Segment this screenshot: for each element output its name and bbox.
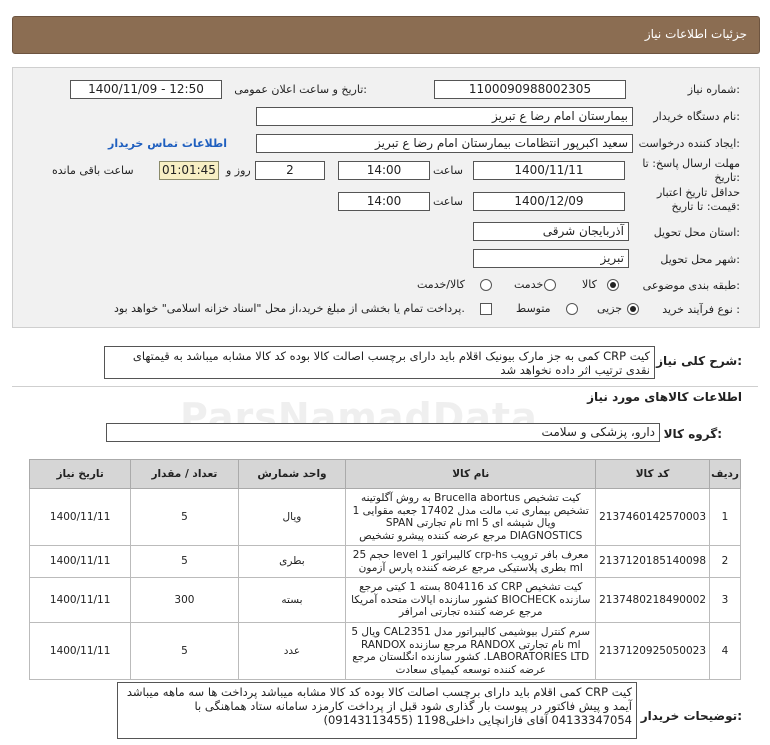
process-label: نوع فرآیند خرید : bbox=[662, 303, 740, 316]
announce-label: تاریخ و ساعت اعلان عمومی: bbox=[234, 83, 367, 96]
col-header-date: تاریخ نیاز bbox=[30, 460, 131, 489]
cell-name: کیت تشخیص CRP کد 804116 بسته 1 کیتی مرجع سازنده BIOCHECK کشور سازنده ایالات متحده آمریکا مرجع عرضه کننده تجارتی امرافر bbox=[346, 578, 596, 623]
category-option-goods: کالا bbox=[582, 278, 597, 291]
summary-text: کیت CRP کمی به جز مارک بیونیک اقلام باید دارای برچسب اصالت کالا بوده کد کالا مشابه میباشد به قیمتهای نقدی ترتیب اثر داده نخواهد شد bbox=[104, 346, 655, 379]
cell-row: 4 bbox=[710, 623, 741, 680]
validity-hour-label: ساعت bbox=[433, 195, 463, 208]
need-number-label: شماره نیاز: bbox=[687, 83, 740, 96]
category-radio-goods[interactable] bbox=[607, 279, 619, 291]
announce-field[interactable]: 1400/11/09 - 12:50 bbox=[70, 80, 222, 99]
category-radio-service[interactable] bbox=[544, 279, 556, 291]
process-option-medium: متوسط bbox=[516, 302, 551, 315]
days-label: روز و bbox=[226, 164, 251, 177]
col-header-row: ردیف bbox=[710, 460, 741, 489]
category-radio-both[interactable] bbox=[480, 279, 492, 291]
buyer-notes-text: کیت CRP کمی اقلام باید دارای برچسب اصالت کالا بوده کد کالا مشابه میباشد پرداخت ها سه ماهه میباشد آیمد و پیش فاکتور در پیوست بار گذاری شود قبل از پرداخت کارمزد سامانه ستاد هماهنگی با 04133347054 آقای فازانچایی داخلی1198 (09143113455) bbox=[117, 682, 637, 739]
cell-date: 1400/11/11 bbox=[30, 489, 131, 546]
table-row[interactable] bbox=[30, 578, 741, 623]
col-header-qty: تعداد / مقدار bbox=[131, 460, 238, 489]
cell-qty: 5 bbox=[131, 546, 238, 578]
divider bbox=[12, 386, 758, 387]
deadline-date-field[interactable]: 1400/11/11 bbox=[473, 161, 625, 180]
cell-qty: 5 bbox=[131, 623, 238, 680]
need-number-field[interactable]: 1100090988002305 bbox=[434, 80, 626, 99]
summary-label: شرح کلی نیاز: bbox=[656, 354, 742, 368]
cell-qty: 5 bbox=[131, 489, 238, 546]
buyer-org-label: نام دستگاه خریدار: bbox=[653, 110, 740, 123]
requester-label: ایجاد کننده درخواست: bbox=[638, 137, 740, 150]
contact-info-link[interactable]: اطلاعات تماس خریدار bbox=[108, 137, 228, 150]
cell-unit: بسته bbox=[238, 578, 346, 623]
cell-qty: 300 bbox=[131, 578, 238, 623]
buyer-notes-label: توضیحات خریدار: bbox=[640, 709, 742, 723]
process-radio-minor[interactable] bbox=[627, 303, 639, 315]
table-row[interactable] bbox=[30, 623, 741, 680]
category-label: طبقه بندی موضوعی: bbox=[642, 279, 740, 292]
process-radio-medium[interactable] bbox=[566, 303, 578, 315]
cell-name: معرف بافر تروپب crp-hs کالیبراتور level 1 حجم 25 ml بطری پلاستیکی مرجع عرضه کننده پارس آزمون bbox=[346, 546, 596, 578]
cell-row: 2 bbox=[710, 546, 741, 578]
cell-row: 3 bbox=[710, 578, 741, 623]
validity-time-field[interactable]: 14:00 bbox=[338, 192, 430, 211]
city-label: شهر محل تحویل: bbox=[660, 253, 740, 266]
cell-code: 2137120185140098 bbox=[596, 546, 710, 578]
days-field[interactable]: 2 bbox=[255, 161, 325, 180]
col-header-name: نام کالا bbox=[346, 460, 596, 489]
cell-date: 1400/11/11 bbox=[30, 578, 131, 623]
validity-date-field[interactable]: 1400/12/09 bbox=[473, 192, 625, 211]
buyer-org-field[interactable]: بیمارستان امام رضا ع تبریز bbox=[256, 107, 633, 126]
col-header-code: کد کالا bbox=[596, 460, 710, 489]
treasury-checkbox[interactable] bbox=[480, 303, 492, 315]
cell-name: سرم کنترل بیوشیمی کالیبراتور مدل CAL2351 ویال 5 ml نام تجارتی RANDOX مرجع سازنده RANDOX LABORATORIES LTD. کشور سازنده انگلستان مرجع عرضه کننده توسعه کیمیای سعادت bbox=[346, 623, 596, 680]
cell-code: 2137120925050023 bbox=[596, 623, 710, 680]
cell-date: 1400/11/11 bbox=[30, 623, 131, 680]
cell-date: 1400/11/11 bbox=[30, 546, 131, 578]
remaining-label: ساعت باقی مانده bbox=[52, 164, 134, 177]
cell-unit: ویال bbox=[238, 489, 346, 546]
deadline-time-field[interactable]: 14:00 bbox=[338, 161, 430, 180]
cell-code: 2137480218490002 bbox=[596, 578, 710, 623]
goods-group-field[interactable]: دارو، پزشکی و سلامت bbox=[106, 423, 660, 442]
city-field[interactable]: تبریز bbox=[473, 249, 629, 268]
watermark-text: ParsNamadData bbox=[180, 395, 538, 439]
category-option-both: کالا/خدمت bbox=[417, 278, 465, 291]
deadline-hour-label: ساعت bbox=[433, 164, 463, 177]
cell-code: 2137460142570003 bbox=[596, 489, 710, 546]
province-label: استان محل تحویل: bbox=[653, 226, 740, 239]
cell-name: کیت تشخیص Brucella abortus به روش آگلوتینه تشخیص بیماری تب مالت مدل 17402 جعبه مقوایی 1 ویال شیشه ای 5 ml نام تجارتی SPAN DIAGNOSTICS مرجع عرضه کننده پیشرو تشخیص bbox=[346, 489, 596, 546]
goods-section-title: اطلاعات کالاهای مورد نیاز bbox=[587, 390, 742, 404]
validity-label: حداقل تاریخ اعتبار قیمت: تا تاریخ: bbox=[656, 186, 740, 213]
process-option-minor: جزیی bbox=[597, 302, 623, 315]
category-option-service: خدمت bbox=[514, 278, 544, 291]
goods-table bbox=[29, 459, 741, 680]
cell-row: 1 bbox=[710, 489, 741, 546]
remaining-time-field: 01:01:45 bbox=[159, 161, 219, 180]
requester-field[interactable]: سعید اکبرپور انتظامات بیمارستان امام رضا ع تبریز bbox=[256, 134, 633, 153]
page-title: جزئیات اطلاعات نیاز bbox=[644, 27, 747, 41]
cell-unit: عدد bbox=[238, 623, 346, 680]
table-row[interactable] bbox=[30, 489, 741, 546]
goods-group-label: گروه کالا: bbox=[663, 427, 722, 441]
table-row[interactable] bbox=[30, 546, 741, 578]
payment-note: پرداخت تمام یا بخشی از مبلغ خرید،از محل "اسناد خزانه اسلامی" خواهد بود. bbox=[114, 302, 465, 315]
header-bar bbox=[12, 16, 760, 54]
cell-unit: بطری bbox=[238, 546, 346, 578]
deadline-label: مهلت ارسال پاسخ: تا تاریخ: bbox=[642, 157, 740, 184]
goods-table-header bbox=[30, 460, 741, 489]
col-header-unit: واحد شمارش bbox=[238, 460, 346, 489]
province-field[interactable]: آذربایجان شرقی bbox=[473, 222, 629, 241]
